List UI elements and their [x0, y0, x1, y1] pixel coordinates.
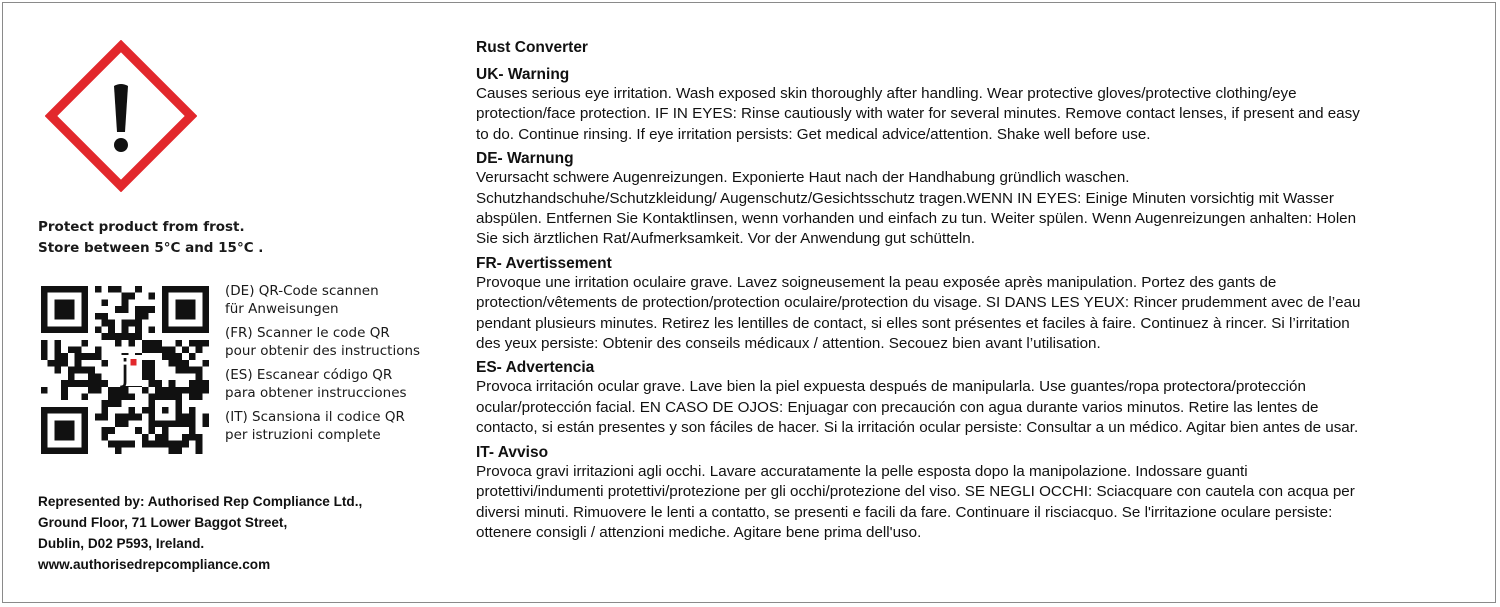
section-heading: ES- Advertencia [476, 359, 595, 377]
section-body: Causes serious eye irritation. Wash exposed skin thoroughly after handling. Wear protective gloves/protective clothing/eye protection/face protection. IF IN EYES: Rinse cautiously with water for several minutes. Remove contact lenses, if present and easy to do. Continue rinsing. If eye irritation persists: Get medical advice/attention. Shake well before use. [476, 85, 1360, 143]
section-heading: DE- Warnung [476, 150, 574, 168]
section-heading: FR- Avertissement [476, 254, 612, 272]
section-body: Provoque une irritation oculaire grave. Lavez soigneusement la peau exposée après manipulation. Portez des gants de protection/vêtements de protection/protection oculaire/protection du visage. SI DANS LES YEUX: Rincer prudemment avec de l’eau pendant plusieurs minutes. Retirez les lentilles de contact, si elles sont présentes et faciles à faire. Continuez à rincer. Si l’irritation des yeux persiste: Obtenir des conseils médicaux / attention. Secouez bien avant l’utilisation. [476, 273, 1361, 353]
qr-instruction-es: (ES) Escanear código QR para obtener instrucciones [225, 367, 407, 401]
section-heading: UK- Warning [476, 66, 570, 83]
warning-text-column [476, 38, 1481, 547]
product-label [2, 2, 1496, 603]
qr-center-letter: j [120, 353, 130, 390]
qr-code-icon [41, 286, 209, 454]
product-name: Rust Converter [476, 39, 588, 56]
section-body: Provoca irritación ocular grave. Lave bien la piel expuesta después de manipularla. Use guantes/ropa protectora/protección ocular/protección facial. EN CASO DE OJOS: Enjuagar con precaución con agua durante varios minutos. Retire las lentes de contacto, si están presentes y son fáciles de hacer. Si la irritación ocular persiste: Consultar a un médico. Agitar bien antes de usar. [476, 378, 1359, 437]
qr-instruction-it: (IT) Scansiona il codice QR per istruzioni complete [225, 409, 405, 443]
rep-website: www.authorisedrepcompliance.com [38, 557, 271, 572]
rep-line: Represented by: Authorised Rep Compliance Ltd., [38, 494, 363, 509]
section-it [476, 443, 1481, 544]
section-de [476, 149, 1481, 250]
section-body: Provoca gravi irritazioni agli occhi. Lavare accuratamente la pelle esposta dopo la manipolazione. Indossare guanti protettivi/indumenti protettivi/protezione per gli occhi/protezione del viso. SE NEGLI OCCHI: Sciacquare con cautela con acqua per diversi minuti. Rimuovere le lenti a contatto, se presenti e facili da fare. Continuare il risciacquo. Se l'irritazione oculare persiste: ottenere consigli / attenzioni mediche. Agitare bene prima dell'uso. [476, 462, 1355, 541]
authorised-representative [38, 491, 362, 575]
qr-instruction-de: (DE) QR-Code scannen für Anweisungen [225, 283, 379, 317]
rep-line: Dublin, D02 P593, Ireland. [38, 536, 205, 551]
qr-instruction-fr: (FR) Scanner le code QR pour obtenir des instructions [225, 325, 421, 359]
storage-line: Protect product from frost. [38, 219, 245, 235]
section-es [476, 358, 1481, 438]
qr-instructions [225, 282, 420, 450]
section-fr [476, 254, 1481, 355]
rep-line: Ground Floor, 71 Lower Baggot Street, [38, 515, 288, 530]
section-uk [476, 65, 1481, 145]
hazard-warning-icon [45, 40, 197, 192]
section-body: Verursacht schwere Augenreizungen. Exponierte Haut nach der Handhabung gründlich waschen. Schutzhandschuhe/Schutzkleidung/ Augenschutz/Gesichtsschutz tragen.WENN IN EYES: Einige Minuten vorsichtig mit Wasser abspülen. Entfernen Sie Kontaktlinsen, wenn vorhanden und einfach zu tun. Weiter spülen. Wenn Augenreizungen anhalten: Holen Sie sich ärztlichen Rat/Aufmerksamkeit. Vor der Anwendung gut schütteln. [476, 169, 1357, 248]
storage-instructions [38, 217, 263, 259]
storage-line: Store between 5°C and 15°C . [38, 240, 264, 256]
section-heading: IT- Avviso [476, 443, 549, 461]
